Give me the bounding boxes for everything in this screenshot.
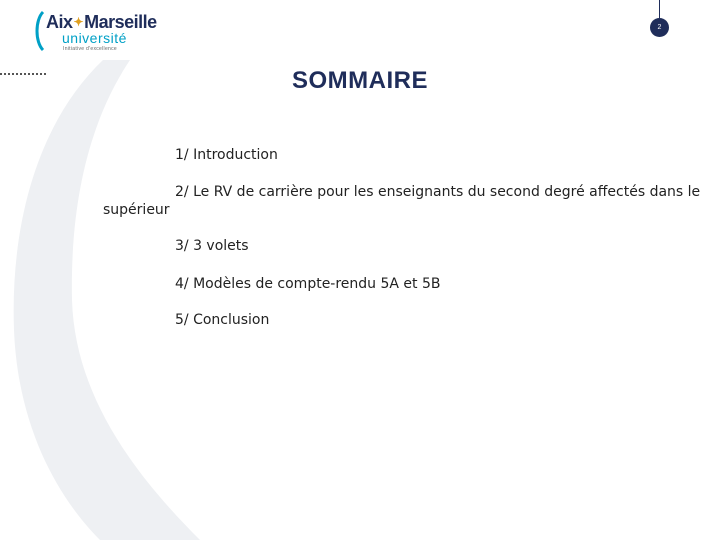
toc-item-3: 3/ 3 volets (175, 238, 249, 254)
logo-text-marseille: Marseille (84, 12, 157, 32)
page-number-badge: 2 (650, 18, 669, 37)
toc-item-4: 4/ Modèles de compte-rendu 5A et 5B (175, 276, 441, 292)
logo-bracket-icon (32, 10, 46, 52)
page-marker-line (659, 0, 660, 18)
university-logo (32, 10, 157, 52)
logo-text-aix: Aix (46, 12, 73, 32)
toc-item-1: 1/ Introduction (175, 147, 278, 163)
toc-item-5: 5/ Conclusion (175, 312, 270, 328)
logo-tagline: Initiative d'excellence (63, 46, 117, 52)
logo-star-icon: ✦ (73, 15, 84, 29)
toc-item-2: 2/ Le RV de carrière pour les enseignants du second degré affectés dans le supérieur (103, 184, 701, 218)
slide-title: SOMMAIRE (292, 67, 428, 94)
logo-text-universite: université (62, 30, 127, 46)
